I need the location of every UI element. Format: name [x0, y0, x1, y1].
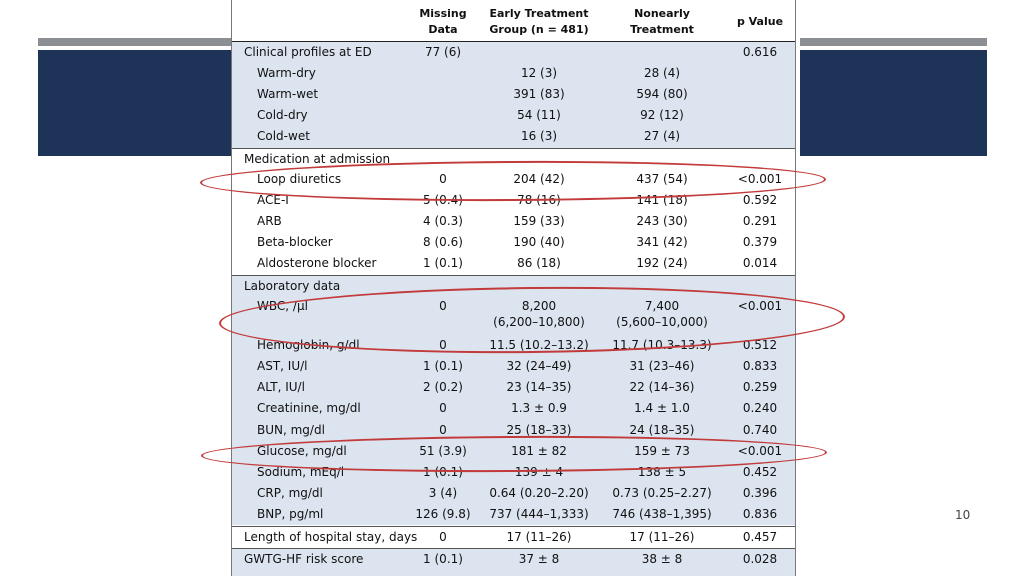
cell-pvalue: 0.291 — [742, 214, 778, 228]
cell-missing: 5 (0.4) — [423, 193, 463, 207]
header-nonearly-line1: Nonearly Treatment — [630, 7, 694, 36]
row-label: Beta-blocker — [257, 235, 333, 249]
cell-pvalue: 0.028 — [742, 552, 778, 566]
cell-pvalue: 0.457 — [742, 530, 778, 544]
row-label: ALT, IU/l — [257, 380, 305, 394]
table-row — [232, 211, 795, 232]
cell-pvalue: <0.001 — [737, 172, 783, 186]
row-label: CRP, mg/dl — [257, 486, 323, 500]
cell-pvalue: 0.512 — [742, 338, 778, 352]
cell-early: 1.3 ± 0.9 — [511, 401, 567, 415]
cell-nonearly: 192 (24) — [636, 256, 688, 270]
cell-early: 139 ± 4 — [514, 465, 564, 479]
cell-early: 11.5 (10.2–13.2) — [489, 338, 589, 352]
cell-nonearly: 243 (30) — [636, 214, 688, 228]
header-nonearly — [602, 6, 722, 40]
cell-missing: 51 (3.9) — [419, 444, 467, 458]
cell-nonearly: 17 (11–26) — [629, 530, 695, 544]
table-row — [232, 398, 795, 419]
row-label: ACE-I — [257, 193, 289, 207]
cell-nonearly: 1.4 ± 1.0 — [634, 401, 690, 415]
cell-nonearly: 159 ± 73 — [634, 444, 690, 458]
row-label: Warm-dry — [257, 66, 316, 80]
header-missing — [408, 6, 478, 40]
cell-nonearly: 0.73 (0.25–2.27) — [612, 486, 712, 500]
cell-nonearly: 746 (438–1,395) — [612, 507, 712, 521]
cell-pvalue: 0.452 — [742, 465, 778, 479]
cell-missing: 77 (6) — [424, 45, 462, 59]
cell-missing: 4 (0.3) — [423, 214, 463, 228]
cell-missing: 8 (0.6) — [423, 235, 463, 249]
row-label: Creatinine, mg/dl — [257, 401, 361, 415]
section-title: Laboratory data — [244, 279, 341, 293]
cell-pvalue: 0.014 — [742, 256, 778, 270]
cell-nonearly: 437 (54) — [636, 172, 688, 186]
right-banner-block — [800, 50, 987, 156]
cell-pvalue: 0.833 — [742, 359, 778, 373]
table-row — [232, 504, 795, 525]
cell-early: 37 ± 8 — [518, 552, 560, 566]
cell-pvalue: 0.616 — [742, 45, 778, 59]
cell-pvalue: <0.001 — [737, 299, 783, 313]
cell-missing: 0 — [439, 530, 447, 544]
cell-missing: 0 — [439, 338, 447, 352]
cell-nonearly: 27 (4) — [643, 129, 681, 143]
table-row — [232, 356, 795, 377]
row-label: WBC, /μl — [257, 299, 308, 313]
cell-nonearly: 11.7 (10.3–13.3) — [612, 338, 712, 352]
row-label: BUN, mg/dl — [257, 423, 325, 437]
cell-missing: 3 (4) — [428, 486, 458, 500]
cell-pvalue: 0.592 — [742, 193, 778, 207]
cell-nonearly: 24 (18–35) — [629, 423, 695, 437]
table-row — [232, 84, 795, 105]
cell-missing: 1 (0.1) — [423, 256, 463, 270]
cell-early-range: (6,200–10,800) — [493, 315, 585, 329]
row-label: Sodium, mEq/l — [257, 465, 345, 479]
cell-early: 23 (14–35) — [506, 380, 572, 394]
cell-nonearly: 138 ± 5 — [637, 465, 687, 479]
cell-early: 16 (3) — [520, 129, 558, 143]
cell-pvalue: 0.740 — [742, 423, 778, 437]
header-pvalue-text: p Value — [736, 15, 784, 28]
cell-missing: 0 — [439, 299, 447, 313]
cell-missing: 126 (9.8) — [415, 507, 471, 521]
cell-missing: 1 (0.1) — [423, 359, 463, 373]
table-row — [232, 377, 795, 398]
table-row — [232, 42, 795, 63]
row-label: Cold-wet — [257, 129, 310, 143]
header-early-line1: Early Treatment — [489, 7, 589, 20]
row-label: Aldosterone blocker — [257, 256, 377, 270]
table-row — [232, 126, 795, 147]
cell-early: 8,200 — [521, 299, 557, 313]
row-label: Loop diuretics — [257, 172, 342, 186]
cell-nonearly: 141 (18) — [636, 193, 688, 207]
row-label: Hemoglobin, g/dl — [257, 338, 360, 352]
right-banner-line — [800, 38, 987, 46]
cell-early: 78 (16) — [517, 193, 561, 207]
cell-early: 17 (11–26) — [506, 530, 572, 544]
cell-early: 25 (18–33) — [506, 423, 572, 437]
table-row — [232, 483, 795, 504]
cell-nonearly: 341 (42) — [636, 235, 688, 249]
cell-missing: 0 — [439, 172, 447, 186]
table-row — [232, 232, 795, 253]
cell-early: 32 (24–49) — [506, 359, 572, 373]
row-label: Cold-dry — [257, 108, 308, 122]
header-missing-line1: Missing — [419, 7, 467, 20]
row-label: Glucose, mg/dl — [257, 444, 347, 458]
cell-early: 54 (11) — [517, 108, 561, 122]
row-label: Clinical profiles at ED — [244, 45, 372, 59]
cell-pvalue: 0.836 — [742, 507, 778, 521]
cell-missing: 1 (0.1) — [423, 465, 463, 479]
cell-nonearly: 92 (12) — [640, 108, 684, 122]
table-row — [232, 63, 795, 84]
header-early — [484, 6, 594, 40]
cell-early: 86 (18) — [517, 256, 561, 270]
table-row — [232, 548, 795, 576]
cell-pvalue: 0.379 — [742, 235, 778, 249]
cell-nonearly: 28 (4) — [643, 66, 681, 80]
cell-pvalue: 0.240 — [742, 401, 778, 415]
cell-nonearly: 31 (23–46) — [629, 359, 695, 373]
header-missing-line2: Data — [428, 23, 458, 36]
cell-nonearly-range: (5,600–10,000) — [616, 315, 708, 329]
cell-missing: 0 — [439, 423, 447, 437]
table-row — [232, 526, 795, 548]
cell-early: 181 ± 82 — [511, 444, 567, 458]
page-number: 10 — [955, 508, 971, 522]
cell-nonearly: 38 ± 8 — [641, 552, 683, 566]
cell-nonearly: 594 (80) — [636, 87, 688, 101]
row-label: BNP, pg/ml — [257, 507, 324, 521]
row-label: Length of hospital stay, days — [244, 530, 418, 544]
row-label: Warm-wet — [257, 87, 319, 101]
cell-early: 0.64 (0.20–2.20) — [489, 486, 589, 500]
cell-early: 190 (40) — [513, 235, 565, 249]
header-early-line2: Group (n = 481) — [489, 23, 589, 36]
cell-early: 159 (33) — [513, 214, 565, 228]
row-label: ARB — [257, 214, 282, 228]
cell-early: 12 (3) — [520, 66, 558, 80]
cell-pvalue: 0.396 — [742, 486, 778, 500]
row-label: AST, IU/l — [257, 359, 308, 373]
cell-pvalue: <0.001 — [737, 444, 783, 458]
cell-missing: 0 — [439, 401, 447, 415]
left-banner-block — [38, 50, 231, 156]
table-row — [232, 105, 795, 126]
table-row — [232, 253, 795, 274]
cell-early: 204 (42) — [513, 172, 565, 186]
cell-nonearly: 22 (14–36) — [629, 380, 695, 394]
cell-missing: 2 (0.2) — [423, 380, 463, 394]
cell-missing: 1 (0.1) — [423, 552, 463, 566]
cell-pvalue: 0.259 — [742, 380, 778, 394]
cell-early: 737 (444–1,333) — [489, 507, 589, 521]
cell-early: 391 (83) — [513, 87, 565, 101]
section-title: Medication at admission — [244, 152, 391, 166]
left-banner-line — [38, 38, 231, 46]
cell-nonearly: 7,400 — [644, 299, 680, 313]
row-label: GWTG-HF risk score — [244, 552, 364, 566]
